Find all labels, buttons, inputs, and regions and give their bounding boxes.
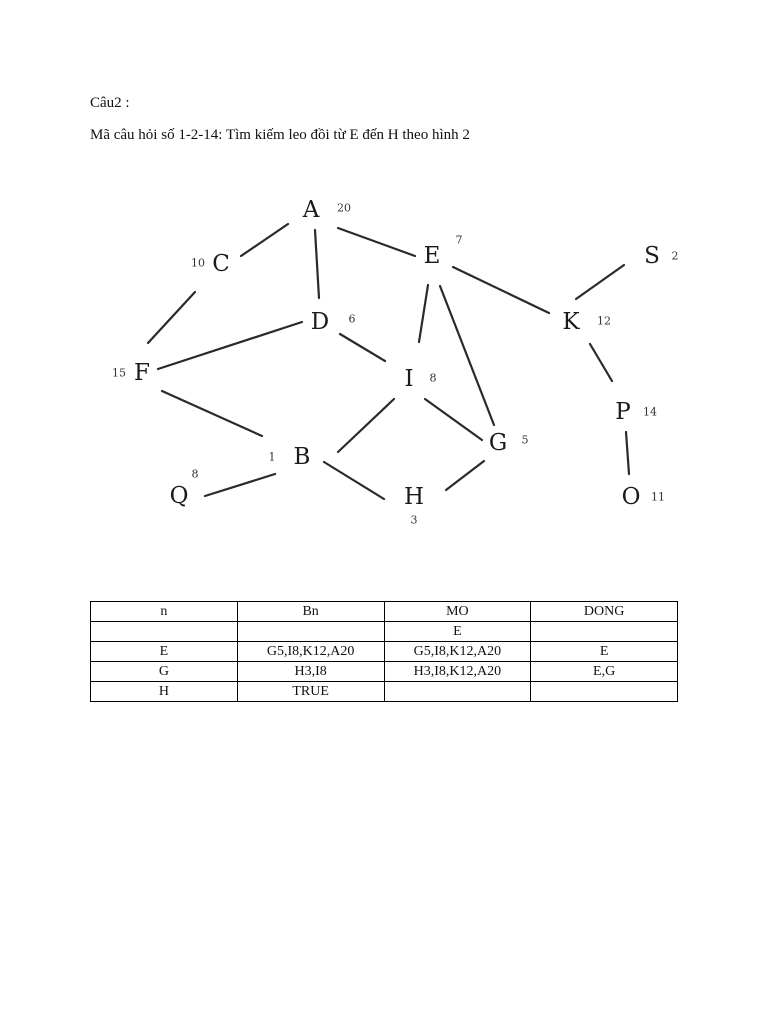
edge-H-G: [446, 461, 484, 490]
table-cell-bn: TRUE: [237, 682, 384, 702]
node-S: S: [644, 243, 660, 269]
table-cell-bn: [237, 622, 384, 642]
node-P: P: [615, 399, 631, 425]
edge-K-P: [590, 344, 612, 381]
edge-D-I: [340, 334, 385, 361]
table-cell-mo: G5,I8,K12,A20: [384, 642, 531, 662]
node-D-weight: 6: [348, 312, 356, 326]
node-K: K: [562, 309, 580, 335]
edge-E-K: [453, 267, 549, 313]
edge-I-B: [338, 399, 394, 452]
node-B: B: [293, 444, 311, 470]
table-cell-n: E: [91, 642, 238, 662]
node-B-weight: 1: [268, 450, 276, 464]
table-cell-dong: [531, 622, 678, 642]
edge-B-Q: [205, 474, 275, 496]
table-row: [91, 642, 678, 662]
hill-climbing-trace-table: [90, 601, 678, 702]
question-text: Mã câu hỏi số 1-2-14: Tìm kiếm leo đồi từ E đến H theo hình 2: [90, 127, 470, 143]
table-cell-mo: H3,I8,K12,A20: [384, 662, 531, 682]
table-cell-dong: [531, 682, 678, 702]
node-E-weight: 7: [455, 233, 463, 247]
node-Q-weight: 8: [191, 467, 199, 481]
node-I: I: [404, 366, 414, 392]
table-cell-dong: E,G: [531, 662, 678, 682]
column-header-dong: DONG: [531, 602, 678, 622]
node-A-weight: 20: [337, 201, 351, 215]
node-E: E: [423, 243, 441, 269]
table-cell-n: [91, 622, 238, 642]
node-A: A: [302, 197, 320, 223]
node-D: D: [310, 309, 330, 335]
table-cell-n: G: [91, 662, 238, 682]
node-Q: Q: [169, 483, 189, 509]
table-cell-mo: E: [384, 622, 531, 642]
node-G: G: [488, 430, 508, 456]
edge-F-B: [162, 391, 262, 436]
table-row: [91, 682, 678, 702]
edge-B-H: [324, 462, 384, 499]
node-C: C: [212, 251, 230, 277]
edge-D-F: [158, 322, 302, 369]
table-cell-bn: H3,I8: [237, 662, 384, 682]
edge-C-F: [148, 292, 195, 343]
node-O: O: [621, 484, 641, 510]
node-F: F: [134, 360, 150, 386]
edge-E-G: [440, 286, 494, 425]
edge-P-O: [626, 432, 629, 474]
table-header-row: [91, 602, 678, 622]
question-heading: Câu2 :: [90, 95, 130, 111]
edge-S-K: [576, 265, 624, 299]
node-F-weight: 15: [112, 366, 126, 380]
table-cell-n: H: [91, 682, 238, 702]
node-K-weight: 12: [597, 314, 611, 328]
node-S-weight: 2: [671, 249, 679, 263]
table-cell-dong: E: [531, 642, 678, 662]
node-I-weight: 8: [429, 371, 437, 385]
edge-E-I: [419, 285, 428, 342]
column-header-n: n: [91, 602, 238, 622]
edge-A-E: [338, 228, 415, 256]
graph-nodes: [112, 197, 679, 527]
edge-A-C: [241, 224, 288, 256]
node-G-weight: 5: [521, 433, 529, 447]
node-H: H: [403, 484, 425, 510]
column-header-mo: MO: [384, 602, 531, 622]
column-header-bn: Bn: [237, 602, 384, 622]
node-P-weight: 14: [643, 405, 657, 419]
node-H-weight: 3: [410, 513, 418, 527]
table-cell-bn: G5,I8,K12,A20: [237, 642, 384, 662]
edge-A-D: [315, 230, 319, 298]
edge-I-G: [425, 399, 482, 440]
table-row: [91, 662, 678, 682]
table-cell-mo: [384, 682, 531, 702]
table-row: [91, 622, 678, 642]
node-O-weight: 11: [651, 490, 665, 504]
node-C-weight: 10: [191, 256, 205, 270]
